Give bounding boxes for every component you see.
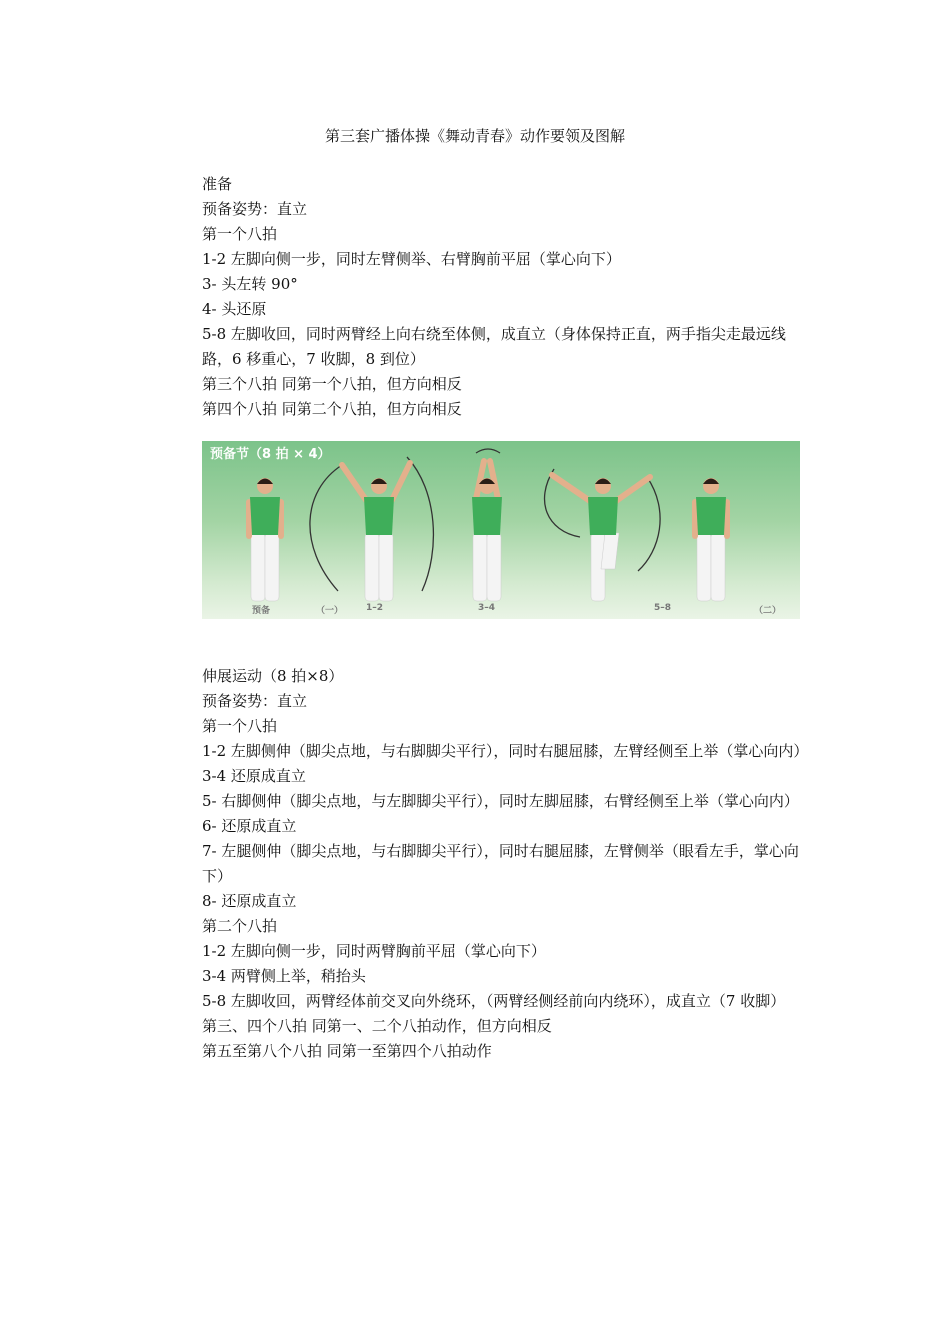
text-line: 预备姿势：直立 [202, 200, 308, 218]
text-line: 1-2 左脚侧伸（脚尖点地，与右脚脚尖平行），同时右腿屈膝，左臂经侧至上举（掌心向内） [202, 742, 809, 760]
text-line: 第三、四个八拍 同第一、二个八拍动作，但方向相反 [202, 1017, 552, 1035]
motion-arc [310, 465, 342, 591]
motion-arc [407, 457, 433, 591]
motion-arc [476, 449, 500, 453]
text-line: 第五至第八个八拍 同第一至第四个八拍动作 [202, 1042, 492, 1060]
text-line: 准备 [202, 175, 233, 193]
text-line: 第一个八拍 [202, 225, 278, 243]
text-line: 3-4 两臂侧上举，稍抬头 [202, 967, 366, 985]
text-line: 1-2 左脚向侧一步，同时左臂侧举、右臂胸前平屈（掌心向下） [202, 250, 621, 268]
figure-caption: （一） [316, 606, 344, 616]
text-line: 8- 还原成直立 [202, 892, 297, 910]
figure-arms-swing [552, 475, 650, 601]
figure-caption: 3–4 [478, 603, 496, 613]
figure-end-pose [692, 478, 730, 601]
text-line: 4- 头还原 [202, 300, 267, 318]
text-line: 第四个八拍 同第二个八拍，但方向相反 [202, 400, 462, 418]
text-line: 第二个八拍 [202, 917, 278, 935]
figure-arms-up [342, 463, 410, 601]
figure-arms-overhead [472, 461, 502, 601]
figure-caption: 5–8 [654, 603, 672, 613]
text-line: 7- 左腿侧伸（脚尖点地，与右脚脚尖平行），同时右腿屈膝，左臂侧举（眼看左手，掌心向下） [202, 842, 799, 885]
figure-title: 预备节（8 拍 × 4） [210, 447, 331, 462]
figure-caption: （二） [754, 606, 782, 616]
text-line: 第三个八拍 同第一个八拍，但方向相反 [202, 375, 462, 393]
text-line: 5-8 左脚收回，同时两臂经上向右绕至体侧，成直立（身体保持正直，两手指尖走最远线路，6 移重心，7 收脚，8 到位） [202, 325, 786, 368]
text-line: 3-4 还原成直立 [202, 767, 306, 785]
section-prep [202, 172, 814, 422]
motion-arc [638, 477, 660, 571]
text-line: 预备姿势：直立 [202, 692, 308, 710]
text-line: 5-8 左脚收回，两臂经体前交叉向外绕环，（两臂经侧经前向内绕环），成直立（7 收脚） [202, 992, 786, 1010]
text-line: 伸展运动（8 拍×8） [202, 667, 344, 685]
text-line: 5- 右脚侧伸（脚尖点地，与左脚脚尖平行），同时左脚屈膝，右臂经侧至上举（掌心向内） [202, 792, 799, 810]
document-title: 第三套广播体操《舞动青春》动作要领及图解 [324, 127, 625, 145]
text-line: 6- 还原成直立 [202, 817, 297, 835]
figure-caption: 1–2 [366, 603, 384, 613]
text-line: 3- 头左转 90° [202, 275, 298, 293]
text-line: 第一个八拍 [202, 717, 278, 735]
text-line: 1-2 左脚向侧一步，同时两臂胸前平屈（掌心向下） [202, 942, 546, 960]
exercise-illustration [202, 441, 800, 619]
figure-ready-pose [246, 478, 284, 601]
section-stretch [202, 664, 814, 1064]
figure-caption: 预备 [252, 606, 271, 616]
exercise-figure [202, 441, 800, 619]
